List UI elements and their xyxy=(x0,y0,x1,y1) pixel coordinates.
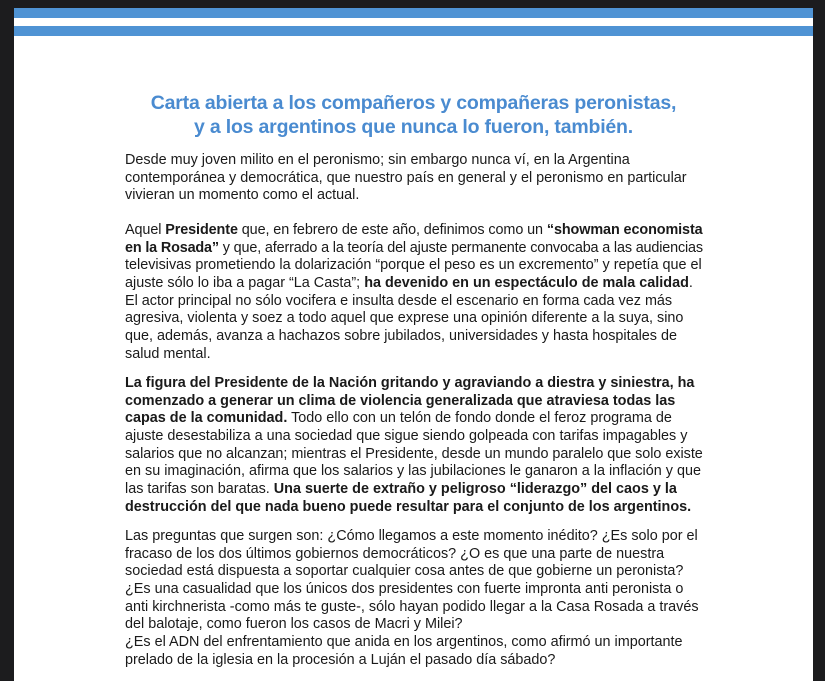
bold-text-segment: Presidente xyxy=(165,222,238,238)
text-line xyxy=(125,393,703,411)
text-segment: vivieran un momento como el actual. xyxy=(125,187,360,204)
text-line xyxy=(125,616,703,634)
text-segment: sociedad está dispuesta a soportar cualquier cosa antes de que gobierne un peronista? xyxy=(125,563,684,580)
text-line xyxy=(125,563,703,581)
text-segment: El actor principal no sólo vocifera e insulta desde el escenario en forma cada vez más xyxy=(125,292,673,309)
text-line xyxy=(125,463,703,481)
text-line xyxy=(125,410,703,428)
bold-text-segment: destrucción del que nada bueno puede resultar para el conjunto de los argentinos. xyxy=(125,498,692,515)
text-segment: que, en febrero de este año, definimos como un xyxy=(237,222,547,238)
bold-text-segment: en la Rosada” xyxy=(125,239,219,256)
text-segment: Todo ello con un telón de fondo donde el feroz programa de xyxy=(287,410,672,427)
text-line xyxy=(125,446,703,464)
text-segment: en su imaginación, afirma que los salarios y las jubilaciones le ganaron a la inflación y que xyxy=(125,463,701,480)
paragraph-2 xyxy=(125,222,703,364)
bold-text-segment: Una suerte de extraño y peligroso “liderazgo” del caos y la xyxy=(273,481,677,498)
bold-text-segment: comenzado a generar un clima de violencia generalizada que atraviesa todas las xyxy=(125,392,676,409)
text-line xyxy=(125,581,703,599)
text-segment: salarios que no alcanzan; mientras el Presidente, desde un mundo paralelo que solo existe xyxy=(125,445,703,462)
paragraph-4 xyxy=(125,528,703,670)
text-line xyxy=(125,170,703,188)
text-line xyxy=(125,481,703,499)
header-stripe-top xyxy=(14,8,813,18)
text-segment: Desde muy joven milito en el peronismo; sin embargo nunca ví, en la Argentina xyxy=(125,152,630,168)
bold-text-segment: “showman economista xyxy=(546,222,703,238)
bold-text-segment: La figura del Presidente de la Nación gritando y agraviando a diestra y siniestra, ha xyxy=(125,375,695,391)
header-stripe-bottom xyxy=(14,26,813,36)
paragraph-3 xyxy=(125,375,703,517)
text-line xyxy=(125,240,703,258)
text-segment: las tarifas son baratas. xyxy=(125,481,274,498)
text-segment: del balotaje, como fueron los casos de Macri y Milei? xyxy=(125,616,463,633)
text-line xyxy=(125,599,703,617)
text-segment: que, además, avanza a hachazos sobre jubilados, universidades y hasta hospitales de xyxy=(125,328,677,345)
text-segment: y que, aferrado a la teoría del ajuste permanente convocaba a las audiencias xyxy=(218,239,703,256)
text-line xyxy=(125,528,703,546)
text-line xyxy=(125,328,703,346)
text-segment: contemporánea y democrática, que nuestro país en general y el peronismo en particular xyxy=(125,169,687,186)
text-line xyxy=(125,375,703,393)
text-segment: Aquel xyxy=(125,222,166,238)
text-segment: ajuste sólo lo iba a pagar “La Casta”; xyxy=(125,275,365,292)
text-line xyxy=(125,187,703,205)
text-segment: agresiva, violenta y soez a todo aquel que exprese una opinión diferente a la suya, sino xyxy=(125,310,684,327)
title-line-1: Carta abierta a los compañeros y compañeras peronistas, xyxy=(150,92,677,114)
text-line xyxy=(125,310,703,328)
text-segment: ajuste desestabiliza a una sociedad que sigue siendo golpeada con tarifas impagables y xyxy=(125,428,688,445)
text-segment: ¿Es una casualidad que los únicos dos presidentes con fuerte impronta anti peronista o xyxy=(125,581,684,598)
text-line xyxy=(125,222,703,240)
text-line xyxy=(125,346,703,364)
bold-text-segment: capas de la comunidad. xyxy=(125,410,288,427)
text-line xyxy=(125,546,703,564)
title-line-2: y a los argentinos que nunca lo fueron, también. xyxy=(194,116,633,138)
text-line xyxy=(125,652,703,670)
text-segment: anti kirchnerista -como más te guste-, sólo hayan podido llegar a la Casa Rosada a través xyxy=(125,598,699,615)
bold-text-segment: ha devenido en un espectáculo de mala calidad xyxy=(364,275,689,292)
text-segment: salud mental. xyxy=(125,345,211,362)
text-line xyxy=(125,428,703,446)
text-segment: . xyxy=(688,275,693,292)
text-segment: Las preguntas que surgen son: ¿Cómo llegamos a este momento inédito? ¿Es solo por el xyxy=(125,528,698,544)
text-segment: prelado de la iglesia en la procesión a Luján el pasado día sábado? xyxy=(125,651,556,668)
text-line xyxy=(125,257,703,275)
text-line xyxy=(125,152,703,170)
text-line xyxy=(125,499,703,517)
text-line xyxy=(125,293,703,311)
text-segment: fracaso de los dos últimos gobiernos democráticos? ¿O es que una parte de nuestra xyxy=(125,545,665,562)
document-page xyxy=(14,8,813,681)
text-line xyxy=(125,634,703,652)
letter-title xyxy=(14,91,813,139)
text-segment: ¿Es el ADN del enfrentamiento que anida en los argentinos, como afirmó un importante xyxy=(125,634,683,651)
text-line xyxy=(125,275,703,293)
text-segment: televisivas prometiendo la dolarización “porque el peso es un excremento” y repetía que el xyxy=(125,257,702,274)
paragraph-1 xyxy=(125,152,703,205)
